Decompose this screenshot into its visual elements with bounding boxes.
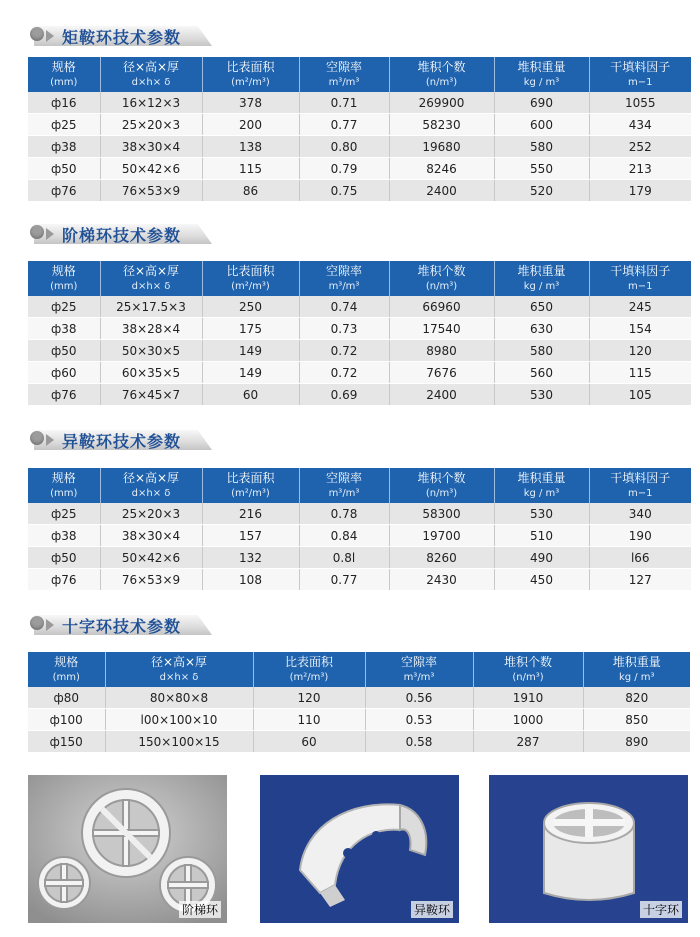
spec-table <box>28 261 691 406</box>
table-cell: 80×80×8 <box>105 687 253 709</box>
table-cell: ф38 <box>28 525 100 547</box>
table-cell: 450 <box>494 569 589 591</box>
table-cell: 7676 <box>389 362 494 384</box>
table-cell: ф16 <box>28 92 100 114</box>
table-cell: 820 <box>583 687 690 709</box>
table-cell: 340 <box>589 503 691 525</box>
table-header <box>28 261 691 296</box>
section-step-ring <box>0 218 700 402</box>
table-cell: 138 <box>202 136 299 158</box>
table-cell: 2430 <box>389 569 494 591</box>
table-cell: 38×30×4 <box>100 525 202 547</box>
table-cell: 50×30×5 <box>100 340 202 362</box>
table-cell: 66960 <box>389 296 494 318</box>
table-cell: 287 <box>473 731 583 753</box>
table-cell: 86 <box>202 180 299 202</box>
table-cell: 213 <box>589 158 691 180</box>
table-cell: 8260 <box>389 547 494 569</box>
table-cell: 175 <box>202 318 299 340</box>
table-cell: 19680 <box>389 136 494 158</box>
table-cell: 38×30×4 <box>100 136 202 158</box>
table-cell: 490 <box>494 547 589 569</box>
table-cell: ф150 <box>28 731 105 753</box>
table-cell: 110 <box>253 709 365 731</box>
table-cell: 580 <box>494 340 589 362</box>
table-cell: 76×53×9 <box>100 569 202 591</box>
header-cell: 空隙率 m³/m³ <box>365 652 473 687</box>
bullet-dot-icon <box>30 616 44 630</box>
table-cell: ф50 <box>28 547 100 569</box>
table-cell: 50×42×6 <box>100 547 202 569</box>
table-cell: 0.80 <box>299 136 389 158</box>
table-cell: 434 <box>589 114 691 136</box>
table-cell: 600 <box>494 114 589 136</box>
header-cell: 比表面积 (m²/m³) <box>253 652 365 687</box>
table-cell: 650 <box>494 296 589 318</box>
header-cell: 比表面积 (m²/m³) <box>202 468 299 503</box>
table-cell: ф76 <box>28 569 100 591</box>
table-cell: 17540 <box>389 318 494 340</box>
table-cell: 8246 <box>389 158 494 180</box>
table-cell: 530 <box>494 503 589 525</box>
table-cell: 108 <box>202 569 299 591</box>
header-cell: 空隙率 m³/m³ <box>299 57 389 92</box>
photo-caption: 十字环 <box>640 901 682 918</box>
section-title-bar <box>0 218 700 248</box>
table-cell: 378 <box>202 92 299 114</box>
arrow-right-icon <box>46 434 54 446</box>
table-cell: 520 <box>494 180 589 202</box>
header-cell: 堆积重量 kg / m³ <box>583 652 690 687</box>
photo-cross-ring <box>489 775 688 923</box>
table-cell: 154 <box>589 318 691 340</box>
header-cell: 径×高×厚 d×h× δ <box>100 57 202 92</box>
table-cell: 0.74 <box>299 296 389 318</box>
photo-special-saddle-ring <box>260 775 459 923</box>
spec-table <box>28 468 691 591</box>
table-cell: 25×20×3 <box>100 503 202 525</box>
table-header <box>28 57 691 92</box>
table-cell: 115 <box>589 362 691 384</box>
table-cell: 530 <box>494 384 589 406</box>
table-cell: 58300 <box>389 503 494 525</box>
table-cell: 1000 <box>473 709 583 731</box>
table-cell: 200 <box>202 114 299 136</box>
table-cell: 0.77 <box>299 569 389 591</box>
arrow-right-icon <box>46 228 54 240</box>
table-cell: 0.53 <box>365 709 473 731</box>
header-cell: 堆积个数 (n/m³) <box>389 57 494 92</box>
table-cell: ф100 <box>28 709 105 731</box>
header-cell: 径×高×厚 d×h× δ <box>100 261 202 296</box>
table-cell: 630 <box>494 318 589 340</box>
header-cell: 干填料因子 m−1 <box>589 261 691 296</box>
table-cell: ф38 <box>28 136 100 158</box>
table-row <box>28 136 691 158</box>
table-cell: 0.56 <box>365 687 473 709</box>
table-row <box>28 158 691 180</box>
table-row <box>28 525 691 547</box>
table-row <box>28 296 691 318</box>
table-row <box>28 362 691 384</box>
photo-caption: 异鞍环 <box>411 901 453 918</box>
table-cell: 0.71 <box>299 92 389 114</box>
spec-table <box>28 652 690 753</box>
table-row <box>28 547 691 569</box>
table-cell: 0.72 <box>299 340 389 362</box>
bullet-dot-icon <box>30 431 44 445</box>
table-cell: 269900 <box>389 92 494 114</box>
table-cell: 16×12×3 <box>100 92 202 114</box>
header-cell: 规格 (mm) <box>28 261 100 296</box>
table-row <box>28 687 690 709</box>
table-cell: 58230 <box>389 114 494 136</box>
table-cell: 0.79 <box>299 158 389 180</box>
spec-table <box>28 57 691 202</box>
table-cell: ф25 <box>28 296 100 318</box>
table-cell: 2400 <box>389 180 494 202</box>
table-cell: 76×53×9 <box>100 180 202 202</box>
table-cell: 890 <box>583 731 690 753</box>
table-cell: ф50 <box>28 340 100 362</box>
header-cell: 径×高×厚 d×h× δ <box>100 468 202 503</box>
table-row <box>28 318 691 340</box>
table-row <box>28 92 691 114</box>
table-cell: 560 <box>494 362 589 384</box>
table-cell: 120 <box>589 340 691 362</box>
table-cell: 510 <box>494 525 589 547</box>
table-cell: 0.84 <box>299 525 389 547</box>
table-cell: 149 <box>202 340 299 362</box>
table-cell: ф76 <box>28 384 100 406</box>
table-row <box>28 569 691 591</box>
table-cell: 252 <box>589 136 691 158</box>
table-cell: 0.73 <box>299 318 389 340</box>
table-cell: 0.75 <box>299 180 389 202</box>
section-title: 矩鞍环技术参数 <box>62 28 182 47</box>
table-cell: 150×100×15 <box>105 731 253 753</box>
section-title-bar <box>0 20 700 50</box>
table-cell: 0.58 <box>365 731 473 753</box>
table-cell: ф76 <box>28 180 100 202</box>
section-title: 十字环技术参数 <box>62 617 182 636</box>
table-cell: 38×28×4 <box>100 318 202 340</box>
header-cell: 堆积重量 kg / m³ <box>494 261 589 296</box>
header-cell: 堆积个数 (n/m³) <box>389 261 494 296</box>
table-cell: 850 <box>583 709 690 731</box>
header-cell: 规格 (mm) <box>28 652 105 687</box>
header-cell: 空隙率 m³/m³ <box>299 468 389 503</box>
table-cell: 1910 <box>473 687 583 709</box>
section-saddle-ring <box>0 20 700 198</box>
header-cell: 干填料因子 m−1 <box>589 57 691 92</box>
table-row <box>28 503 691 525</box>
header-cell: 堆积重量 kg / m³ <box>494 468 589 503</box>
table-row <box>28 731 690 753</box>
table-cell: l66 <box>589 547 691 569</box>
table-cell: 0.69 <box>299 384 389 406</box>
table-cell: l00×100×10 <box>105 709 253 731</box>
section-title: 异鞍环技术参数 <box>62 432 182 451</box>
table-cell: 0.77 <box>299 114 389 136</box>
header-cell: 堆积个数 (n/m³) <box>473 652 583 687</box>
table-cell: 179 <box>589 180 691 202</box>
table-cell: ф25 <box>28 503 100 525</box>
table-cell: 25×17.5×3 <box>100 296 202 318</box>
table-cell: 245 <box>589 296 691 318</box>
header-cell: 堆积重量 kg / m³ <box>494 57 589 92</box>
table-cell: 8980 <box>389 340 494 362</box>
table-row <box>28 180 691 202</box>
table-cell: 250 <box>202 296 299 318</box>
bullet-dot-icon <box>30 225 44 239</box>
table-cell: 115 <box>202 158 299 180</box>
table-row <box>28 114 691 136</box>
table-cell: 132 <box>202 547 299 569</box>
table-cell: 216 <box>202 503 299 525</box>
header-cell: 堆积个数 (n/m³) <box>389 468 494 503</box>
header-cell: 径×高×厚 d×h× δ <box>105 652 253 687</box>
table-cell: 149 <box>202 362 299 384</box>
header-cell: 干填料因子 m−1 <box>589 468 691 503</box>
table-cell: 105 <box>589 384 691 406</box>
table-cell: 580 <box>494 136 589 158</box>
bullet-dot-icon <box>30 27 44 41</box>
table-cell: ф80 <box>28 687 105 709</box>
table-cell: 190 <box>589 525 691 547</box>
table-cell: 60 <box>202 384 299 406</box>
table-cell: 19700 <box>389 525 494 547</box>
header-cell: 规格 (mm) <box>28 468 100 503</box>
table-cell: ф25 <box>28 114 100 136</box>
header-cell: 比表面积 (m²/m³) <box>202 261 299 296</box>
section-cross-ring <box>0 609 700 749</box>
photo-step-ring <box>28 775 227 923</box>
table-cell: ф38 <box>28 318 100 340</box>
table-cell: 60 <box>253 731 365 753</box>
table-header <box>28 652 690 687</box>
table-cell: 0.72 <box>299 362 389 384</box>
table-cell: 157 <box>202 525 299 547</box>
table-cell: 60×35×5 <box>100 362 202 384</box>
table-cell: 120 <box>253 687 365 709</box>
section-special-saddle-ring <box>0 424 700 587</box>
table-cell: 0.8l <box>299 547 389 569</box>
arrow-right-icon <box>46 30 54 42</box>
table-header <box>28 468 691 503</box>
section-title-bar <box>0 424 700 454</box>
table-cell: 550 <box>494 158 589 180</box>
table-cell: 2400 <box>389 384 494 406</box>
header-cell: 比表面积 (m²/m³) <box>202 57 299 92</box>
section-title: 阶梯环技术参数 <box>62 226 182 245</box>
photo-caption: 阶梯环 <box>179 901 221 918</box>
table-cell: 1055 <box>589 92 691 114</box>
arrow-right-icon <box>46 619 54 631</box>
table-cell: ф60 <box>28 362 100 384</box>
header-cell: 空隙率 m³/m³ <box>299 261 389 296</box>
table-row <box>28 709 690 731</box>
table-cell: 690 <box>494 92 589 114</box>
table-cell: 76×45×7 <box>100 384 202 406</box>
table-cell: 50×42×6 <box>100 158 202 180</box>
table-cell: 0.78 <box>299 503 389 525</box>
table-cell: ф50 <box>28 158 100 180</box>
header-cell: 规格 (mm) <box>28 57 100 92</box>
table-cell: 25×20×3 <box>100 114 202 136</box>
table-cell: 127 <box>589 569 691 591</box>
section-title-bar <box>0 609 700 639</box>
table-row <box>28 340 691 362</box>
table-row <box>28 384 691 406</box>
